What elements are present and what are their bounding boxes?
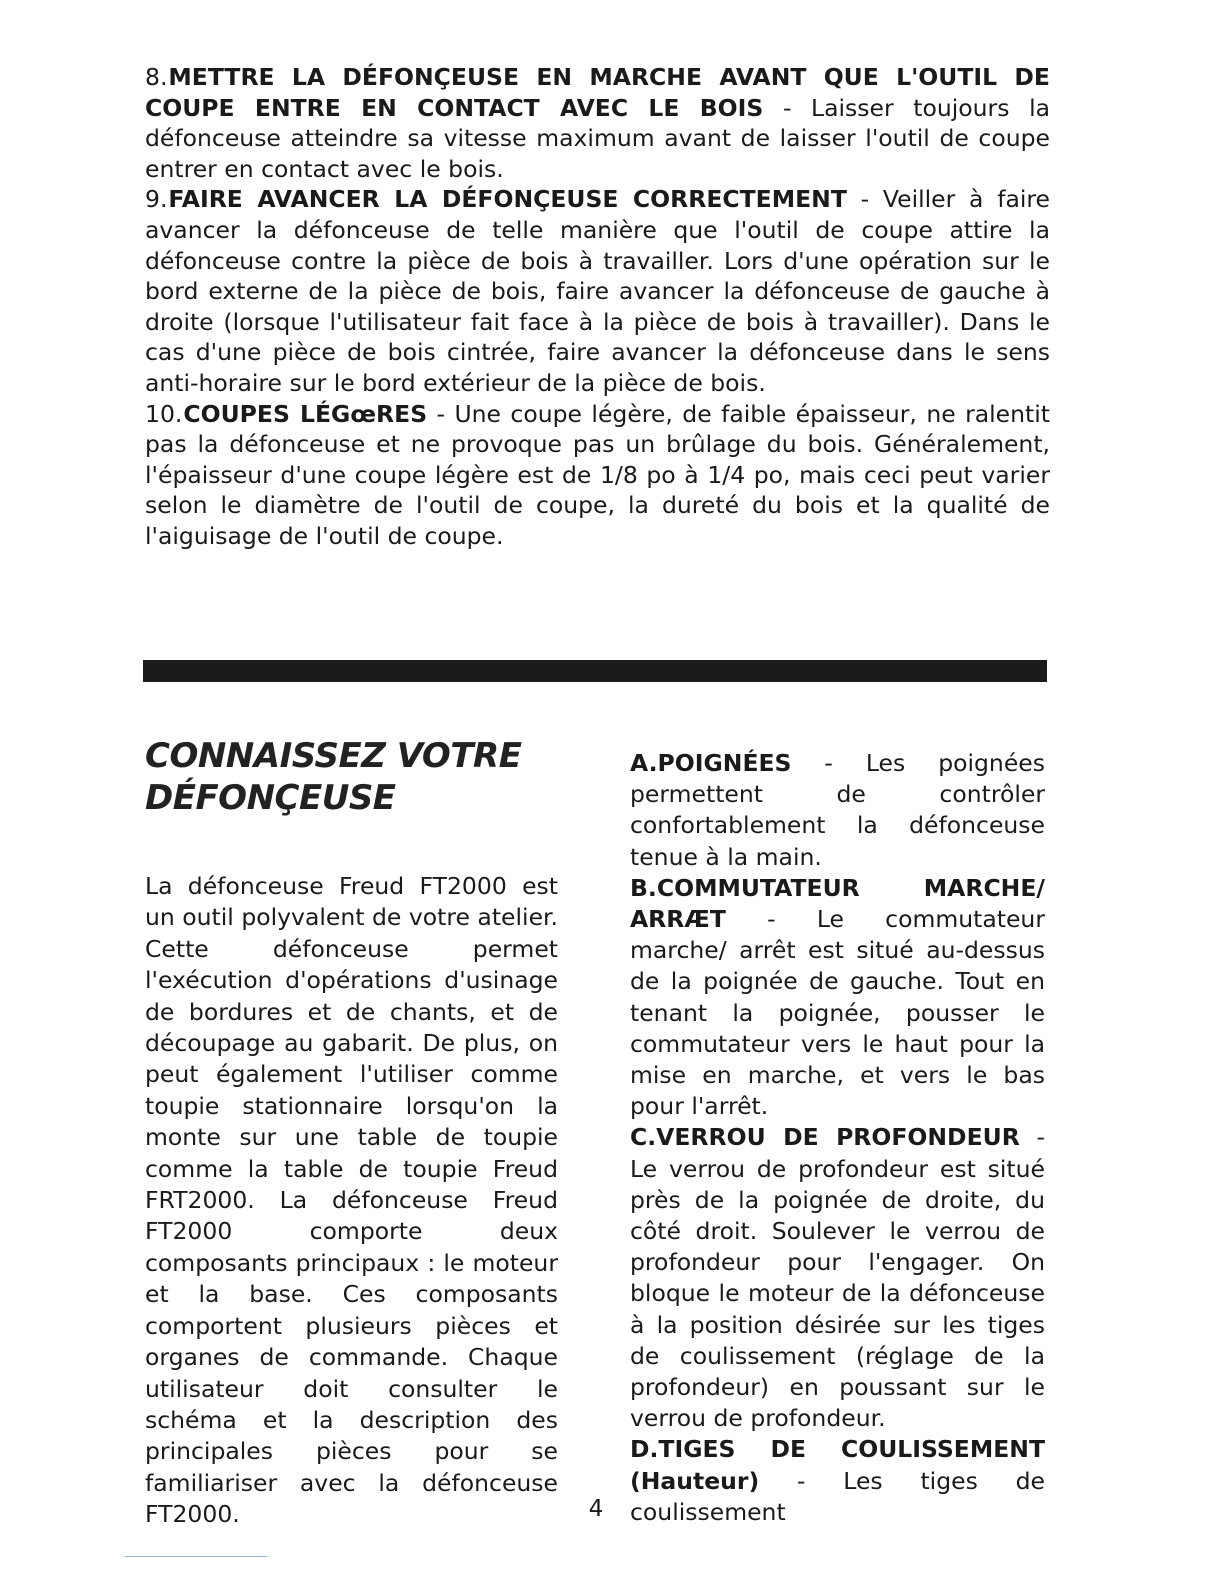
part-depth-lock [630, 1122, 1045, 1434]
item-text: - Une coupe légère, de faible épaisseur, ne ralentit pas la défonceuse et ne provoque pas un brûlage du bois. Généralement, l'épaisseur d'une coupe légère est de 1/8 po à 1/4 po, mais ceci peut varier selon le diamètre de l'outil de coupe, la dureté du bois et la qualité de l'aiguisage de l'outil de coupe. [145, 399, 1050, 550]
item-number: 9. [145, 185, 168, 214]
item-heading: METTRE LA DÉFONÇEUSE EN MARCHE AVANT QUE L'OUTIL DE COUPE ENTRE EN CONTACT AVEC LE BOIS [145, 63, 1050, 122]
part-text: - Les tiges de coulissement [630, 1466, 1045, 1526]
item-heading: FAIRE AVANCER LA DÉFONÇEUSE CORRECTEMENT [168, 185, 847, 214]
part-handles [630, 748, 1045, 873]
instruction-item-8 [145, 62, 1050, 184]
footer-mark [125, 1556, 267, 1557]
parts-column [630, 748, 1045, 1528]
part-switch [630, 873, 1045, 1123]
section-divider [143, 660, 1047, 682]
safety-instructions [145, 62, 1050, 552]
instruction-item-9 [145, 184, 1050, 398]
intro-column [145, 735, 558, 1531]
part-heading: C.VERROU DE PROFONDEUR [630, 1123, 1020, 1152]
part-heading: D.TIGES DE COULISSEMENT (Hauteur) [630, 1435, 1045, 1495]
part-text: - Le commutateur marche/ arrêt est situé au-dessus de la poignée de gauche. Tout en tenant la poignée, pousser le commutateur vers le haut pour la mise en marche, et vers le bas pour l'arrêt. [630, 905, 1045, 1121]
item-text: - Laisser toujours la défonceuse atteindre sa vitesse maximum avant de laisser l'outil de coupe entrer en contact avec le bois. [145, 93, 1050, 183]
part-heading: B.COMMUTATEUR MARCHE/ ARRÆT [630, 873, 1045, 934]
item-number: 8. [145, 63, 168, 91]
part-text: - Le verrou de profondeur est situé près de la poignée de droite, du côté droit. Soulever le verrou de profondeur pour l'engager. On bloque le moteur de la défonceuse à la position désirée sur les tiges de coulissement (réglage de la profondeur) en poussant sur le verrou de profondeur. [630, 1123, 1046, 1433]
intro-paragraph: La défonceuse Freud FT2000 est un outil polyvalent de votre atelier. Cette défonceuse permet l'exécution d'opérations d'usinage de bordures et de chants, et de découpage au gabarit. De plus, on peut également l'utiliser comme toupie stationnaire lorsqu'on la monte sur une table de toupie comme la table de toupie Freud FRT2000. La défonceuse Freud FT2000 comporte deux composants principaux : le moteur et la base. Ces composants comportent plusieurs pièces et organes de commande. Chaque utilisateur doit consulter le schéma et la description des principales pièces pour se familiariser avec la défonceuse FT2000. [145, 872, 558, 1529]
part-slide-rods [630, 1434, 1045, 1528]
part-heading: A.POIGNÉES [630, 749, 792, 777]
item-text: - Veiller à faire avancer la défonceuse de telle manière que l'outil de coupe attire la défonceuse contre la pièce de bois à travailler. Lors d'une opération sur le bord externe de la pièce de bois, faire avancer la défonceuse de gauche à droite (lorsque l'utilisateur fait face à la pièce de bois à travailler). Dans le cas d'une pièce de bois cintrée, faire avancer la défonceuse dans le sens anti-horaire sur le bord extérieur de la pièce de bois. [145, 185, 1050, 397]
item-number: 10. [145, 399, 183, 428]
page-number: 4 [588, 1496, 604, 1522]
item-heading: COUPES LÉGœRES [183, 399, 428, 428]
part-text: - Les poignées permettent de contrôler confortablement la défonceuse tenue à la main. [630, 749, 1045, 871]
section-title: CONNAISSEZ VOTRE DÉFONÇEUSE [145, 736, 522, 818]
instruction-item-10 [145, 399, 1050, 552]
